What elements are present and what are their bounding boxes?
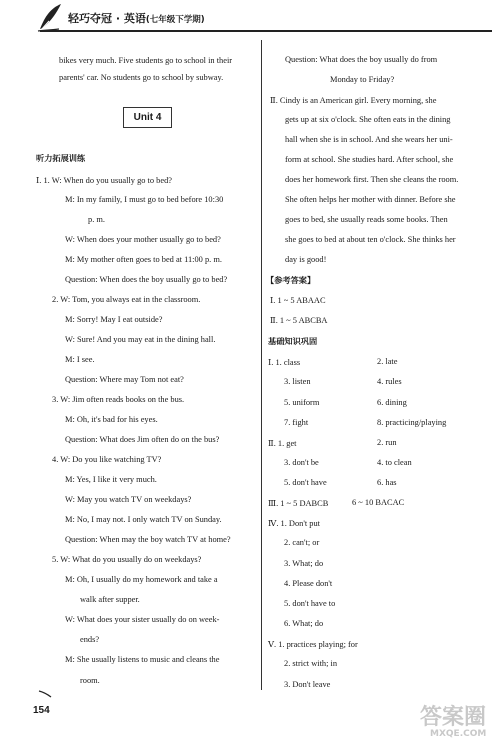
- dialogue-line: M: In my family, I must go to bed before 10:30: [65, 195, 224, 204]
- basic-answer-a: Ⅴ. 1. practices playing; for: [268, 640, 358, 649]
- dialogue-line: W: When does your mother usually go to bed?: [65, 235, 221, 244]
- watermark-url: MXQE.COM: [430, 729, 487, 739]
- dialogue-line: ends?: [80, 635, 100, 644]
- basic-answer-a: Ⅲ. 1 ~ 5 DABCB: [268, 499, 329, 508]
- passage-line: She often helps her mother with dinner. Before she: [285, 195, 456, 204]
- dialogue-line: 2. W: Tom, you always eat in the classroom.: [52, 295, 201, 304]
- passage-line: gets up at six o'clock. She often eats in the dining: [285, 115, 451, 124]
- basic-answer-a: 3. listen: [284, 377, 311, 386]
- dialogue-line: W: What does your sister usually do on week-: [65, 615, 220, 624]
- dialogue-line: M: Oh, it's bad for his eyes.: [65, 415, 158, 424]
- question-line: Question: What does the boy usually do from: [285, 55, 438, 64]
- dialogue-line: M: I see.: [65, 355, 95, 364]
- dialogue-line: W: May you watch TV on weekdays?: [65, 495, 192, 504]
- dialogue-line: Question: What does Jim often do on the bus?: [65, 435, 220, 444]
- passage-line: goes to bed, she usually reads some books. Then: [285, 215, 448, 224]
- passage-line: she goes to bed at about ten o'clock. She thinks her: [285, 235, 456, 244]
- dialogue-line: room.: [80, 676, 100, 685]
- passage-line: day is good!: [285, 255, 327, 264]
- basic-answer-a: 3. don't be: [284, 458, 319, 467]
- section-title: 听力拓展训练: [36, 153, 86, 163]
- passage-line: form at school. She studies hard. After school, she: [285, 155, 454, 164]
- dialogue-line: 5. W: What do you usually do on weekdays?: [52, 555, 202, 564]
- basic-answer-a: 4. Please don't: [284, 579, 333, 588]
- basic-answer-b: 6 ~ 10 BACAC: [352, 498, 405, 507]
- basic-answer-b: 4. rules: [377, 377, 402, 386]
- basic-answer-a: 7. fight: [284, 418, 309, 427]
- answer-line: Ⅱ. 1 ~ 5 ABCBA: [270, 316, 328, 325]
- column-divider: [261, 40, 262, 690]
- basic-answer-b: 4. to clean: [377, 458, 412, 467]
- answer-header: 【参考答案】: [266, 275, 316, 285]
- dialogue-line: 4. W: Do you like watching TV?: [52, 455, 162, 464]
- header-rule: [40, 30, 492, 32]
- passage-line: does her homework first. Then she cleans the room.: [285, 175, 459, 184]
- basic-answer-a: Ⅳ. 1. Don't put: [268, 519, 320, 528]
- dialogue-line: M: She usually listens to music and cleans the: [65, 655, 220, 664]
- intro-line: parents' car. No students go to school by subway.: [59, 73, 224, 82]
- book-title: [68, 10, 205, 26]
- dialogue-line: p. m.: [88, 215, 105, 224]
- basic-answer-a: 2. strict with; in: [284, 659, 338, 668]
- dialogue-line: Question: When may the boy watch TV at home?: [65, 535, 231, 544]
- dialogue-line: Question: Where may Tom not eat?: [65, 375, 184, 384]
- passage-line: Ⅱ. Cindy is an American girl. Every morning, she: [270, 96, 437, 105]
- unit-title: Unit 4: [123, 107, 172, 128]
- basic-answer-b: 8. practicing/playing: [377, 418, 447, 427]
- basic-answer-a: Ⅰ. 1. class: [268, 358, 301, 367]
- answer-line: Ⅰ. 1 ~ 5 ABAAC: [270, 296, 326, 305]
- basic-answer-a: 3. What; do: [284, 559, 324, 568]
- passage-line: hall when she is in school. And she wears her uni-: [285, 135, 453, 144]
- basic-answer-b: 2. run: [377, 438, 397, 447]
- dialogue-line: M: My mother often goes to bed at 11:00 p. m.: [65, 255, 222, 264]
- basic-answer-a: 6. What; do: [284, 619, 324, 628]
- dialogue-line: M: Oh, I usually do my homework and take a: [65, 575, 218, 584]
- basic-title: 基础知识巩固: [268, 336, 318, 346]
- dialogue-line: walk after supper.: [80, 595, 140, 604]
- watermark-logo: 答案圈: [420, 705, 487, 730]
- book-title-sub: (七年级下学期): [145, 15, 205, 25]
- basic-answer-a: 5. uniform: [284, 398, 320, 407]
- dialogue-line: M: Yes, I like it very much.: [65, 475, 157, 484]
- intro-line: bikes very much. Five students go to school in their: [59, 56, 233, 65]
- basic-answer-a: Ⅱ. 1. get: [268, 439, 297, 448]
- dialogue-line: Ⅰ. 1. W: When do you usually go to bed?: [36, 176, 172, 185]
- basic-answer-a: 5. don't have to: [284, 599, 336, 608]
- dialogue-line: M: No, I may not. I only watch TV on Sunday.: [65, 515, 222, 524]
- page-number: 154: [33, 705, 50, 716]
- dialogue-line: 3. W: Jim often reads books on the bus.: [52, 395, 185, 404]
- footer-swoosh-icon: [38, 690, 52, 698]
- basic-answer-b: 6. dining: [377, 398, 407, 407]
- question-line: Monday to Friday?: [330, 75, 395, 84]
- basic-answer-b: 2. late: [377, 357, 398, 366]
- quill-logo-icon: [37, 2, 63, 32]
- basic-answer-a: 5. don't have: [284, 478, 327, 487]
- basic-answer-a: 3. Don't leave: [284, 680, 331, 689]
- basic-answer-a: 2. can't; or: [284, 538, 320, 547]
- dialogue-line: Question: When does the boy usually go to bed?: [65, 275, 228, 284]
- book-title-main: 轻巧夺冠 · 英语: [68, 12, 146, 25]
- dialogue-line: M: Sorry! May I eat outside?: [65, 315, 163, 324]
- basic-answer-b: 6. has: [377, 478, 397, 487]
- dialogue-line: W: Sure! And you may eat in the dining hall.: [65, 335, 216, 344]
